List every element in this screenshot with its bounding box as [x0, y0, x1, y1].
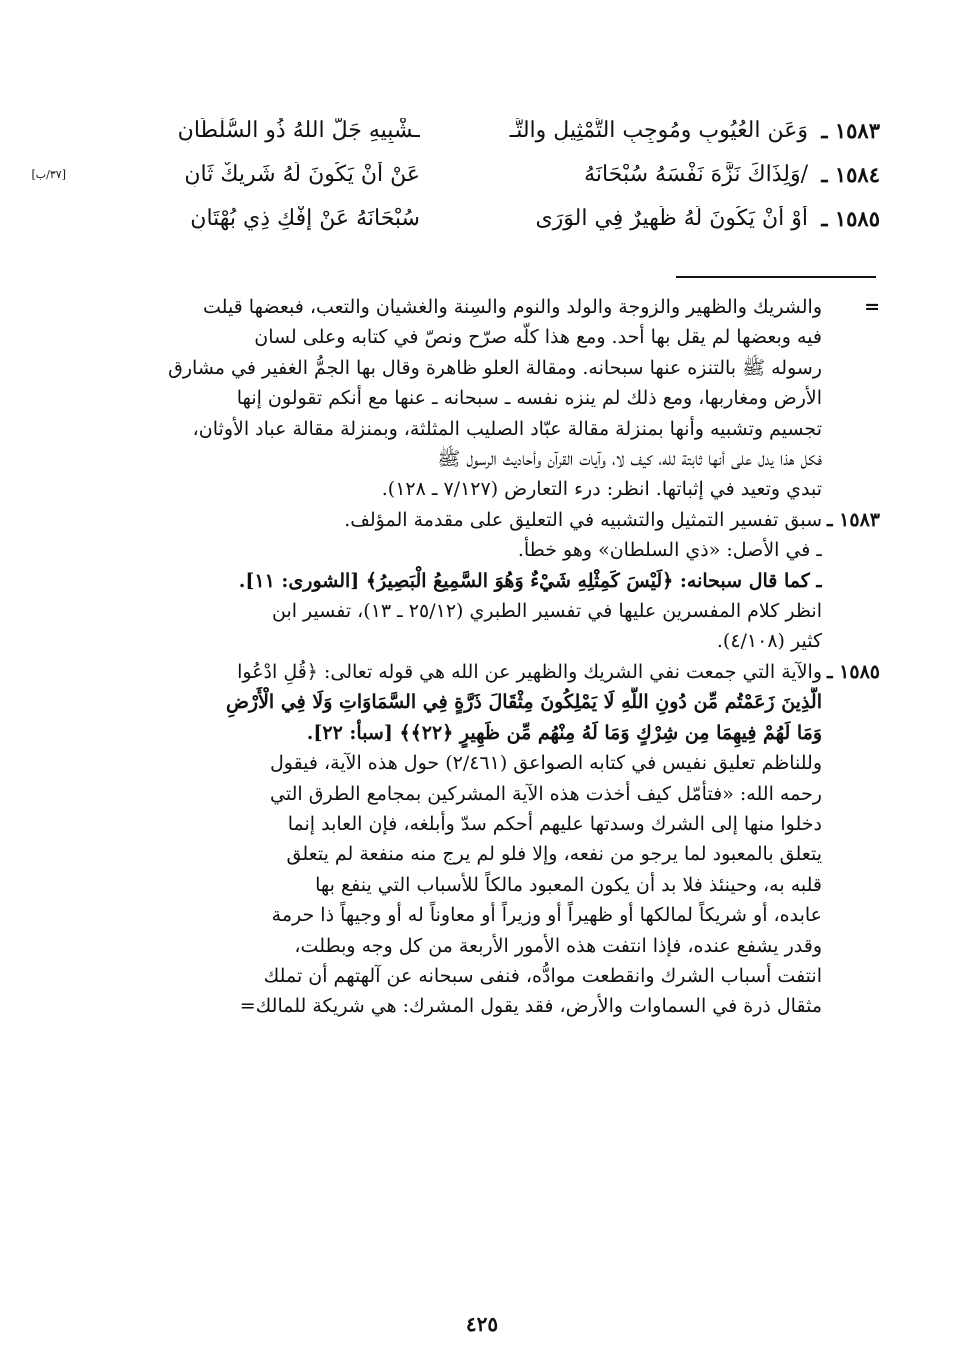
footnote-line: ـ في الأصل: «ذي السلطان» وهو خطأ.	[517, 539, 822, 562]
verse-row	[30, 152, 880, 196]
verse-first-hemistich: أَوْ أَنْ يَكُونَ لَهُ ظَهِيرٌ فِي الوَرَى	[535, 205, 808, 231]
footnote-body	[90, 505, 822, 657]
footnote-continuation	[90, 292, 880, 505]
footnote-line: رحمه الله: «فتأمّل كيف أخذت هذه الآية المشركين بمجامع الطرق التي	[270, 782, 822, 805]
verse-second-hemistich: عَنْ أَنْ يَكُونَ لَهُ شَرِيكٌ ثَانِ	[184, 161, 420, 187]
footnotes	[90, 292, 880, 1022]
verse-row	[30, 196, 880, 240]
footnote-line: الأرض ومغاربها، ومع ذلك لم ينزه نفسه ـ سبحانه ـ عنها مع أنكم تقولون إنها	[236, 387, 822, 410]
footnote-marker: ١٥٨٣ ـ	[826, 508, 880, 531]
footnote-line: فكل هذا يدل على أنها ثابتة لله، كيف لا، وآيات القرآن وأحاديث الرسول ﷺ	[437, 448, 822, 471]
verse-second-hemistich: ـشْبِيهِ جَلَّ اللهُ ذُو السُّلْطَانِ	[177, 117, 420, 143]
footnote-line: مثقال ذرة في السماوات والأرض، فقد يقول المشرك: هي شريكة للمالك=	[239, 995, 822, 1018]
footnote-marker: =	[864, 296, 880, 318]
footnote-line: انظر كلام المفسرين عليها في تفسير الطبري (٢٥/١٢ ـ ١٣)، تفسير ابن	[271, 600, 822, 623]
footnote-line: رسوله ﷺ بالتنزه عنها سبحانه. ومقالة العلو ظاهرة وقال بها الجمُّ الغفير في مشارق	[168, 356, 822, 379]
poem-verses	[30, 108, 880, 240]
footnote-line: انتفت أسباب الشرك وانقطعت موادُّه، فنفى سبحانه عن آلهتهم أن تملك	[263, 964, 822, 987]
footnote-line: والآية التي جمعت نفي الشريك والظهير عن الله هي قوله تعالى: ﴿قُلِ ادْعُوا	[237, 660, 822, 683]
footnote-line: كثير (٤/١٠٨).	[716, 630, 822, 653]
footnote-body	[90, 657, 822, 1022]
footnote-line: وَمَا لَهُمْ فِيهِمَا مِن شِرْكٍ وَمَا لَهُ مِنْهُم مِّن ظَهِيرٍ ﴿٢٢﴾﴾ [سبأ: ٢٢].	[306, 721, 822, 744]
footnote-line: عابده، أو شريكاً لمالكها أو ظهيراً أو وزيراً أو معاوناً له أو وجيهاً ذا حرمة	[271, 904, 822, 927]
footnote-line: وللناظم تعليق نفيس في كتابه الصواعق (٢/٤٦١) حول هذه الآية، فيقول	[269, 752, 822, 775]
footnote-line: وقدر يشفع عنده، فإذا انتفت هذه الأمور الأربعة من كل وجه وبطلت،	[294, 934, 822, 957]
manuscript-folio-reference: [٣٧/ب]	[31, 167, 66, 181]
footnote-line: فيه وبعضها لم يقل بها أحد. ومع هذا كلّه صرّح ونصّ في كتابه وعلى لسان	[254, 326, 822, 349]
verse-first-hemistich: /وَلِذَاكَ نَزَّهَ نَفْسَهُ سُبْحَانَهُ	[584, 161, 808, 187]
footnote-line: قلبه به، وحينئذ فلا بد أن يكون المعبود مالكاً للأسباب التي ينفع بها	[315, 873, 822, 896]
footnote-line: تبدي وتعيد في إثباتها. انظر: درء التعارض (٧/١٢٧ ـ ١٢٨).	[381, 478, 822, 501]
footnote-1585	[90, 657, 880, 1022]
footnote-body	[90, 292, 822, 505]
footnote-line: والشريك والظهير والزوجة والولد والنوم والسِنة والغشيان والتعب، فبعضها قيلت	[203, 296, 822, 318]
verse-number: ١٥٨٣ ـ	[821, 117, 880, 143]
footnote-line: دخلوا منها إلى الشرك وسدتها عليهم أحكم سدّ وأبلغه، فإن العابد إنما	[287, 812, 822, 835]
verse-first-hemistich: وَعَنِ العُيُوبِ ومُوجِبِ التَّمْثِيلِ والتَّـ	[509, 117, 808, 143]
footnote-line: سبق تفسير التمثيل والتشبيه في التعليق على مقدمة المؤلف.	[344, 508, 822, 531]
page-number: ٤٢٥	[465, 1312, 499, 1336]
verse-second-hemistich: سُبْحَانَهُ عَنْ إِفْكِ ذِي بُهْتَانِ	[190, 205, 420, 231]
footnote-1583	[90, 505, 880, 657]
verse-number: ١٥٨٥ ـ	[821, 205, 880, 231]
footnote-line: ـ كما قال سبحانه: ﴿لَيْسَ كَمِثْلِهِ شَيْءٌ وَهُوَ السَّمِيعُ الْبَصِيرُ﴾ [الشورى: ١١].	[238, 569, 822, 592]
footnote-line: يتعلق بالمعبود لما يرجو من نفعه، وإلا فلو لم يرج منه منفعة لم يتعلق	[286, 843, 822, 866]
footnote-separator	[676, 276, 876, 278]
verse-number: ١٥٨٤ ـ	[821, 161, 880, 187]
footnote-line: الَّذِينَ زَعَمْتُم مِّن دُونِ اللَّهِ لَا يَمْلِكُونَ مِثْقَالَ ذَرَّةٍ فِي السَّمَاوَاتِ وَلَا فِي الْأَرْضِ	[225, 691, 822, 714]
footnote-marker: ١٥٨٥ ـ	[826, 660, 880, 683]
footnote-line: تجسيم وتشبيه وأنها بمنزلة مقالة عبّاد الصليب المثلثة، وبمنزلة مقالة عباد الأوثان،	[192, 417, 822, 440]
verse-row	[30, 108, 880, 152]
